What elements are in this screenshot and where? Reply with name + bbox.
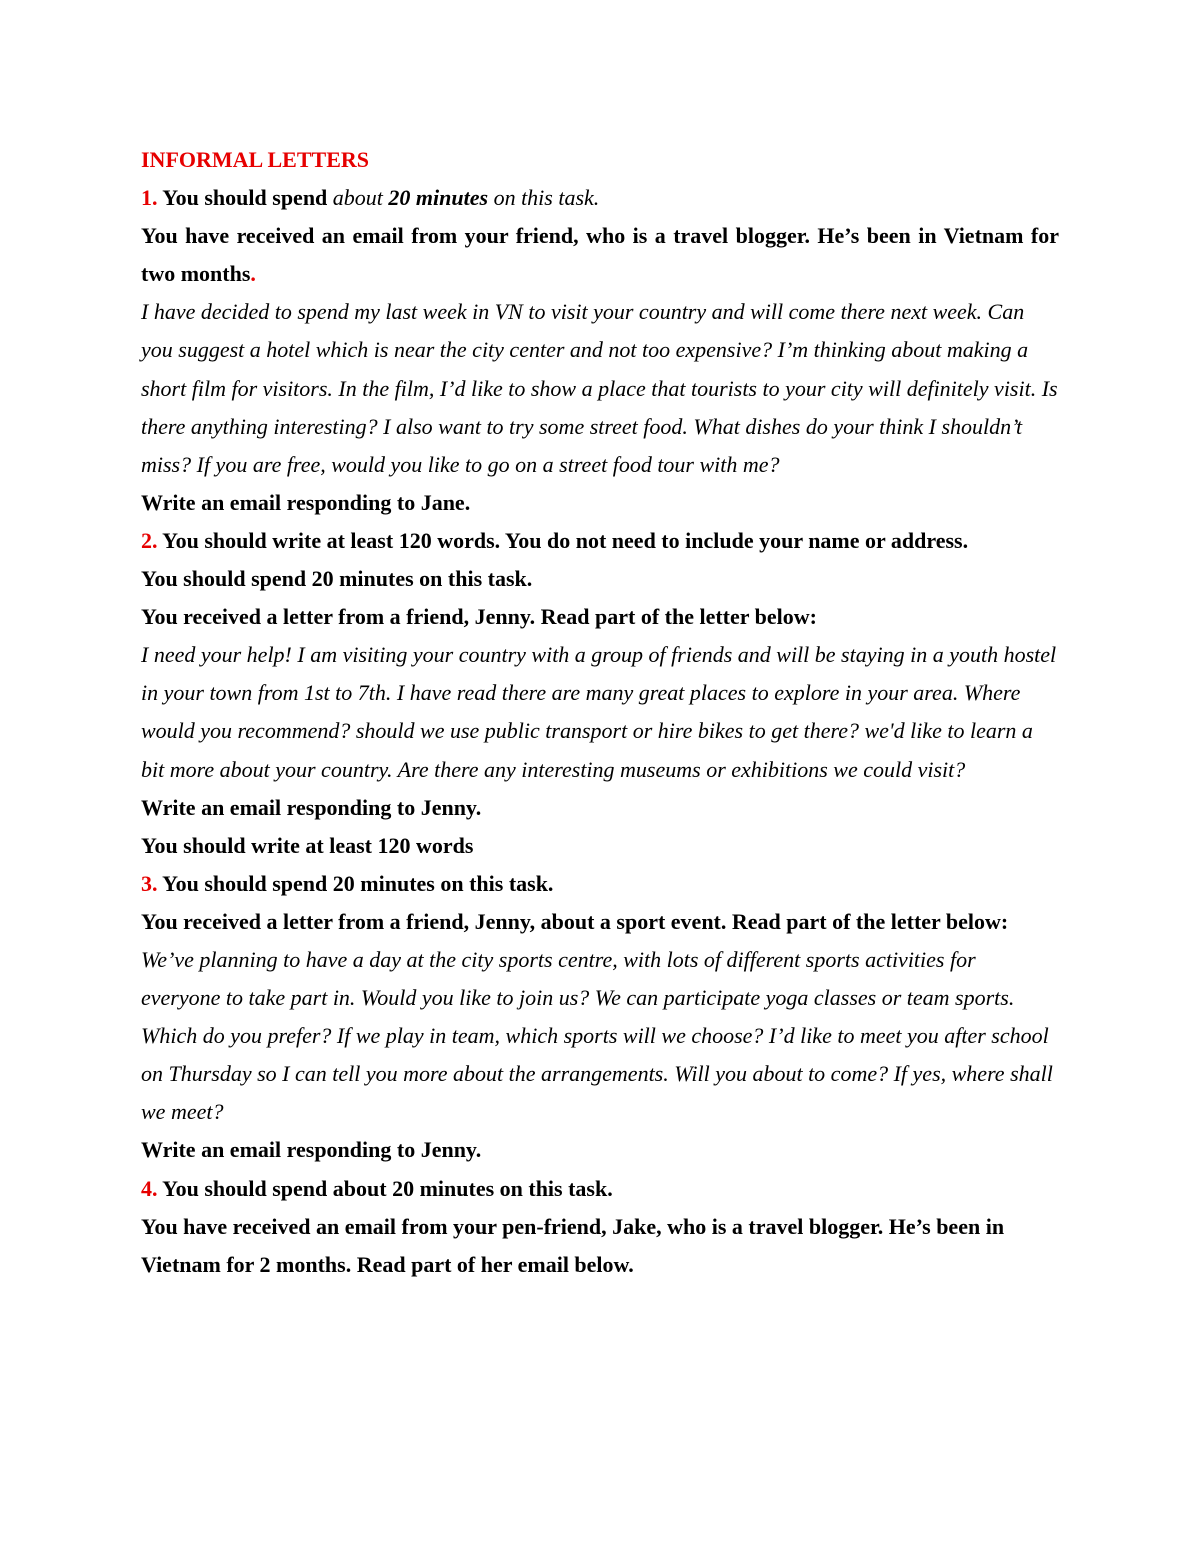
task-1-context-text: You have received an email from your friend, who is a travel blogger. He’s been in Vietnam for two months: [141, 223, 1059, 287]
task-1-intro: [141, 179, 1059, 217]
document-page: [141, 141, 1059, 1284]
task-1-instruction: Write an email responding to Jane.: [141, 489, 471, 515]
task-1-intro-prefix: You should spend: [162, 185, 333, 211]
task-1-intro-suffix: on this task.: [488, 185, 600, 211]
task-2-word-count: You should write at least 120 words: [141, 832, 474, 858]
task-3-instruction: Write an email responding to Jenny.: [141, 1137, 482, 1163]
task-1-quote: I have decided to spend my last week in VN to visit your country and will come there next week. Can you suggest a hotel which is near the city center and not too expensive? I’m thinking about making a short film for visitors. In the film, I’d like to show a place that tourists to your city will definitely visit. Is there anything interesting? I also want to try some street food. What dishes do your think I shouldn’t miss? If you are free, would you like to go on a street food tour with me?: [141, 299, 1058, 477]
task-1-context-end: .: [250, 261, 256, 287]
task-1-number: 1.: [141, 185, 158, 211]
task-2-intro: [141, 522, 1059, 560]
task-1-intro-time: 20 minutes: [388, 185, 489, 211]
task-3-quote: We’ve planning to have a day at the city sports centre, with lots of different sports activities for everyone to take part in. Would you like to join us? We can participate yoga classes or team sports. Which do you prefer? If we play in team, which sports will we choose? I’d like to meet you after school on Thursday so I can tell you more about the arrangements. Will you about to come? If yes, where shall we meet?: [141, 946, 1053, 1125]
task-4-context: You have received an email from your pen-friend, Jake, who is a travel blogger. He’s been in Vietnam for 2 months. Read part of her email below.: [141, 1213, 1005, 1277]
task-2-instruction: Write an email responding to Jenny.: [141, 794, 482, 820]
document-title: INFORMAL LETTERS: [141, 147, 369, 172]
task-3-context: You received a letter from a friend, Jenny, about a sport event. Read part of the letter below:: [141, 908, 1009, 934]
task-3-intro: [141, 865, 1059, 903]
task-2-intro-text: You should write at least 120 words. You do not need to include your name or address.: [157, 527, 969, 553]
task-4-intro: [141, 1170, 1059, 1208]
task-2-time: You should spend 20 minutes on this task.: [141, 566, 533, 592]
task-1-intro-italic: about: [332, 185, 389, 211]
task-3-number: 3.: [141, 870, 158, 896]
task-2-number: 2.: [141, 527, 158, 553]
task-1-context: [141, 217, 1059, 293]
task-4-intro-text: You should spend about 20 minutes on this task.: [157, 1175, 613, 1201]
task-2-quote: I need your help! I am visiting your country with a group of friends and will be staying in a youth hostel in your town from 1st to 7th. I have read there are many great places to explore in your area. Where would you recommend? should we use public transport or hire bikes to get there? we'd like to learn a bit more about your country. Are there any interesting museums or exhibitions we could visit?: [141, 642, 1057, 782]
task-4-number: 4.: [141, 1175, 158, 1201]
task-3-intro-text: You should spend 20 minutes on this task.: [157, 870, 554, 896]
task-2-context: You received a letter from a friend, Jenny. Read part of the letter below:: [141, 604, 817, 630]
